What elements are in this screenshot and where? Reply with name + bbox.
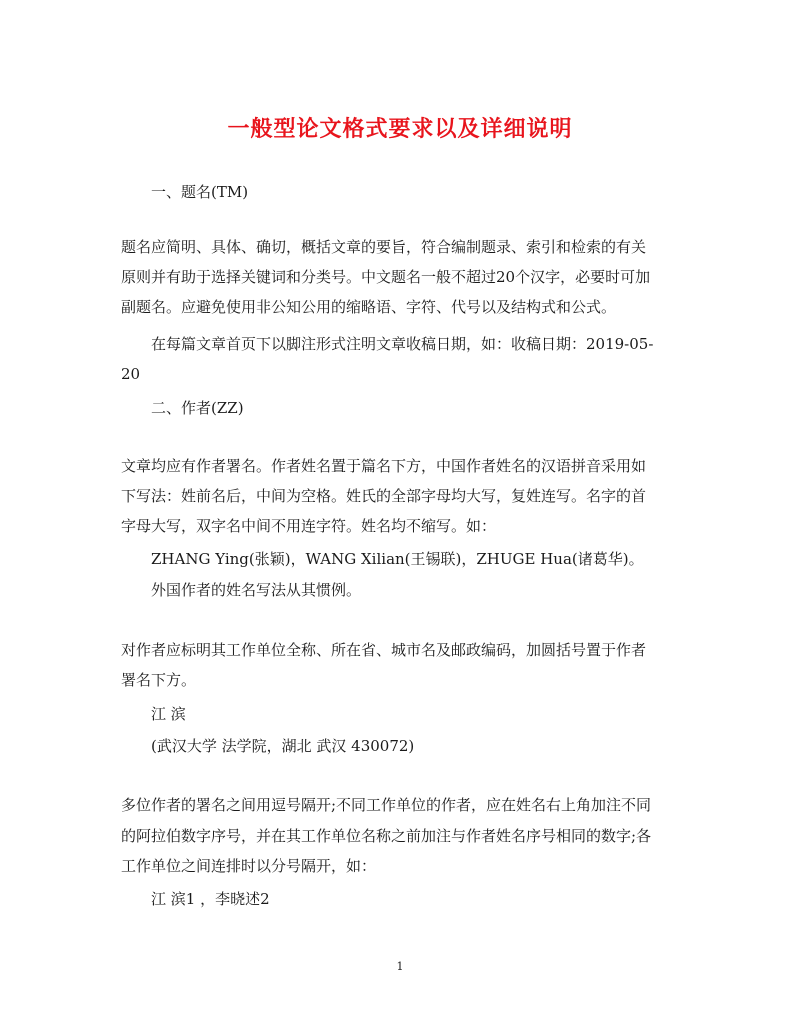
paragraph-line: 文章均应有作者署名。作者姓名置于篇名下方，中国作者姓名的汉语拼音采用如 bbox=[121, 457, 647, 475]
paragraph-line: 副题名。应避免使用非公知公用的缩略语、字符、代号以及结构式和公式。 bbox=[121, 298, 617, 316]
paragraph-line: 题名应简明、具体、确切，概括文章的要旨，符合编制题录、索引和检索的有关 bbox=[121, 238, 647, 256]
paragraph-line: 原则并有助于选择关键词和分类号。中文题名一般不超过20个汉字，必要时可加 bbox=[121, 268, 651, 286]
section-heading-author: 二、作者(ZZ) bbox=[151, 399, 244, 417]
paragraph-line: 下写法：姓前名后，中间为空格。姓氏的全部字母均大写，复姓连写。名字的首 bbox=[121, 487, 647, 505]
paragraph-line: 字母大写，双字名中间不用连字符。姓名均不缩写。如： bbox=[121, 517, 497, 535]
paragraph-line: 在每篇文章首页下以脚注形式注明文章收稿日期，如：收稿日期：2019-05- bbox=[151, 335, 654, 353]
page-number: 1 bbox=[396, 960, 404, 973]
paragraph-line: 的阿拉伯数字序号，并在其工作单位名称之前加注与作者姓名序号相同的数字;各 bbox=[121, 827, 652, 845]
section-heading-title: 一、题名(TM) bbox=[151, 183, 249, 201]
example-author: 江 滨 bbox=[151, 705, 186, 723]
document-title: 一般型论文格式要求以及详细说明 bbox=[227, 116, 573, 142]
paragraph-line: 对作者应标明其工作单位全称、所在省、城市名及邮政编码，加圆括号置于作者 bbox=[121, 641, 647, 659]
paragraph-line: 署名下方。 bbox=[121, 671, 197, 689]
paragraph-line: 20 bbox=[121, 365, 141, 383]
paragraph-line: 多位作者的署名之间用逗号隔开;不同工作单位的作者，应在姓名右上角加注不同 bbox=[121, 796, 652, 814]
example-multi-author: 江 滨1 ，李晓述2 bbox=[151, 890, 270, 908]
paragraph-line: 工作单位之间连排时以分号隔开，如： bbox=[121, 857, 377, 875]
example-names: ZHANG Ying(张颖)，WANG Xilian(王锡联)，ZHUGE Hua(诸葛华)。 bbox=[151, 550, 644, 568]
paragraph-line: 外国作者的姓名写法从其惯例。 bbox=[151, 581, 362, 599]
example-affiliation: (武汉大学 法学院，湖北 武汉 430072) bbox=[151, 737, 415, 755]
